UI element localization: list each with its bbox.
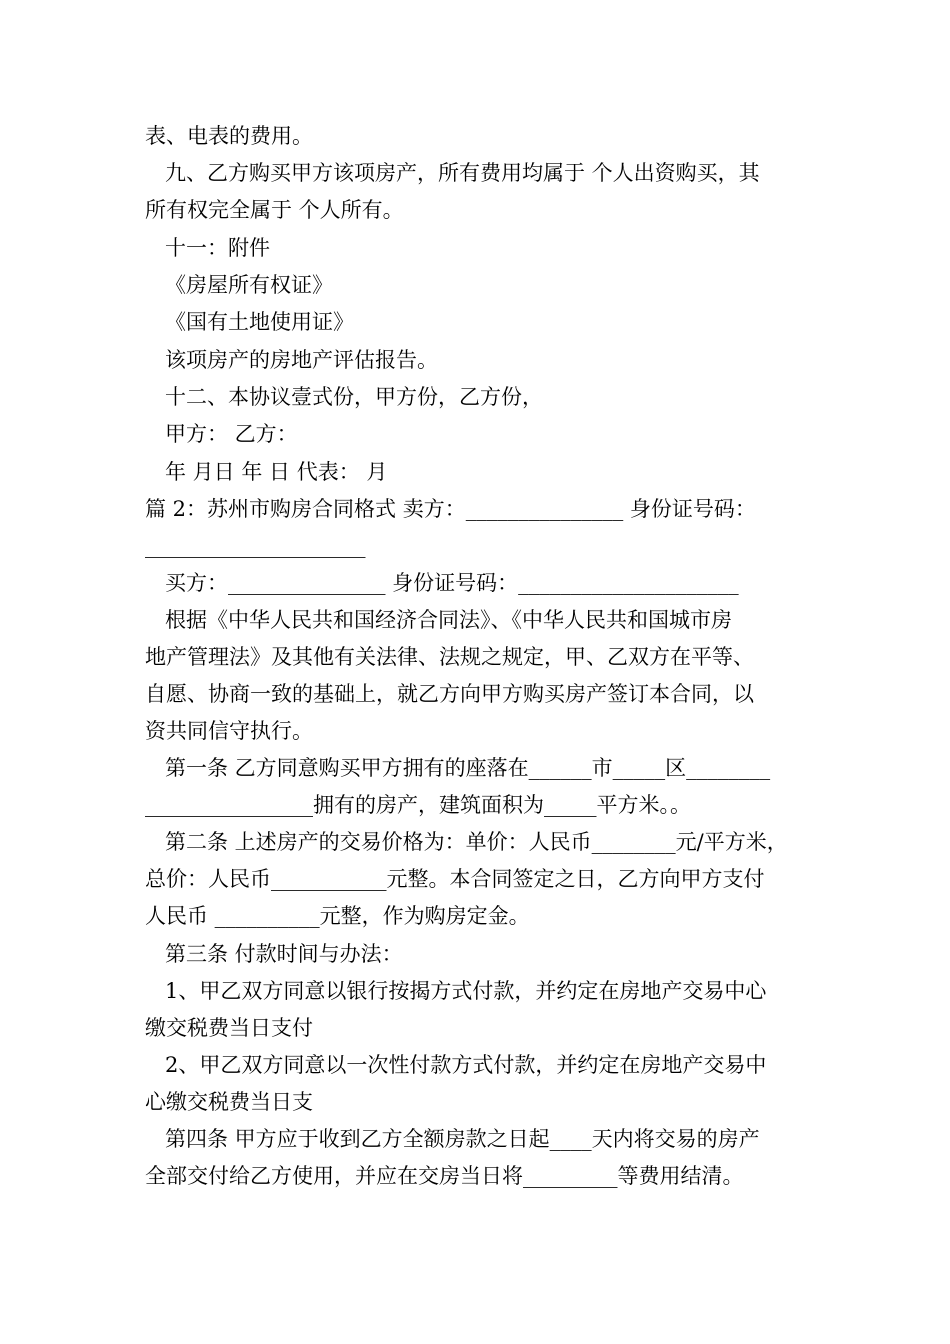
text-line: 所有权完全属于 个人所有。	[145, 198, 404, 222]
text-line: 表、电表的费用。	[145, 124, 313, 148]
text-line: 第三条 付款时间与办法：	[165, 942, 403, 966]
text-line: 缴交税费当日支付	[145, 1016, 313, 1040]
text-line: 资共同信守执行。	[145, 719, 313, 743]
text-line: 十二、本协议壹式份，甲方份，乙方份，	[165, 385, 543, 409]
text-line: 第四条 甲方应于收到乙方全额房款之日起____天内将交易的房产	[165, 1127, 760, 1151]
text-line: 《房屋所有权证》	[165, 273, 333, 297]
text-line: 1、甲乙双方同意以银行按揭方式付款，并约定在房地产交易中心	[165, 979, 767, 1003]
text-line: 地产管理法》及其他有关法律、法规之规定，甲、乙双方在平等、	[145, 645, 754, 669]
text-line: 篇 2：苏州市购房合同格式 卖方：_______________ 身份证号码：	[145, 497, 756, 521]
text-line: 年 月日 年 日 代表： 月	[165, 460, 388, 484]
text-line: 《国有土地使用证》	[165, 310, 354, 334]
text-line: 该项房产的房地产评估报告。	[165, 348, 438, 372]
text-line: _____________________	[145, 534, 366, 558]
text-line: 心缴交税费当日支	[145, 1090, 313, 1114]
text-line: 总价：人民币___________元整。本合同签定之日，乙方向甲方支付	[145, 867, 765, 891]
text-line: 九、乙方购买甲方该项房产，所有费用均属于 个人出资购买，其	[165, 161, 760, 185]
text-line: 人民币 __________元整，作为购房定金。	[145, 904, 530, 928]
text-line: 甲方： 乙方：	[165, 422, 298, 446]
text-line: 第一条 乙方同意购买甲方拥有的座落在______市_____区________	[165, 756, 771, 780]
text-line: 自愿、协商一致的基础上，就乙方向甲方购买房产签订本合同，以	[145, 682, 754, 706]
text-line: 2、甲乙双方同意以一次性付款方式付款，并约定在房地产交易中	[165, 1053, 767, 1077]
text-line: ________________拥有的房产，建筑面积为_____平方米。。	[145, 793, 691, 817]
text-line: 第二条 上述房产的交易价格为：单价：人民币________元/平方米，	[165, 830, 788, 854]
text-line: 十一：附件	[165, 236, 270, 260]
text-line: 买方：_______________ 身份证号码：_____________________	[165, 571, 739, 595]
text-line: 根据《中华人民共和国经济合同法》、《中华人民共和国城市房	[165, 608, 732, 632]
text-line: 全部交付给乙方使用，并应在交房当日将_________等费用结清。	[145, 1164, 744, 1188]
